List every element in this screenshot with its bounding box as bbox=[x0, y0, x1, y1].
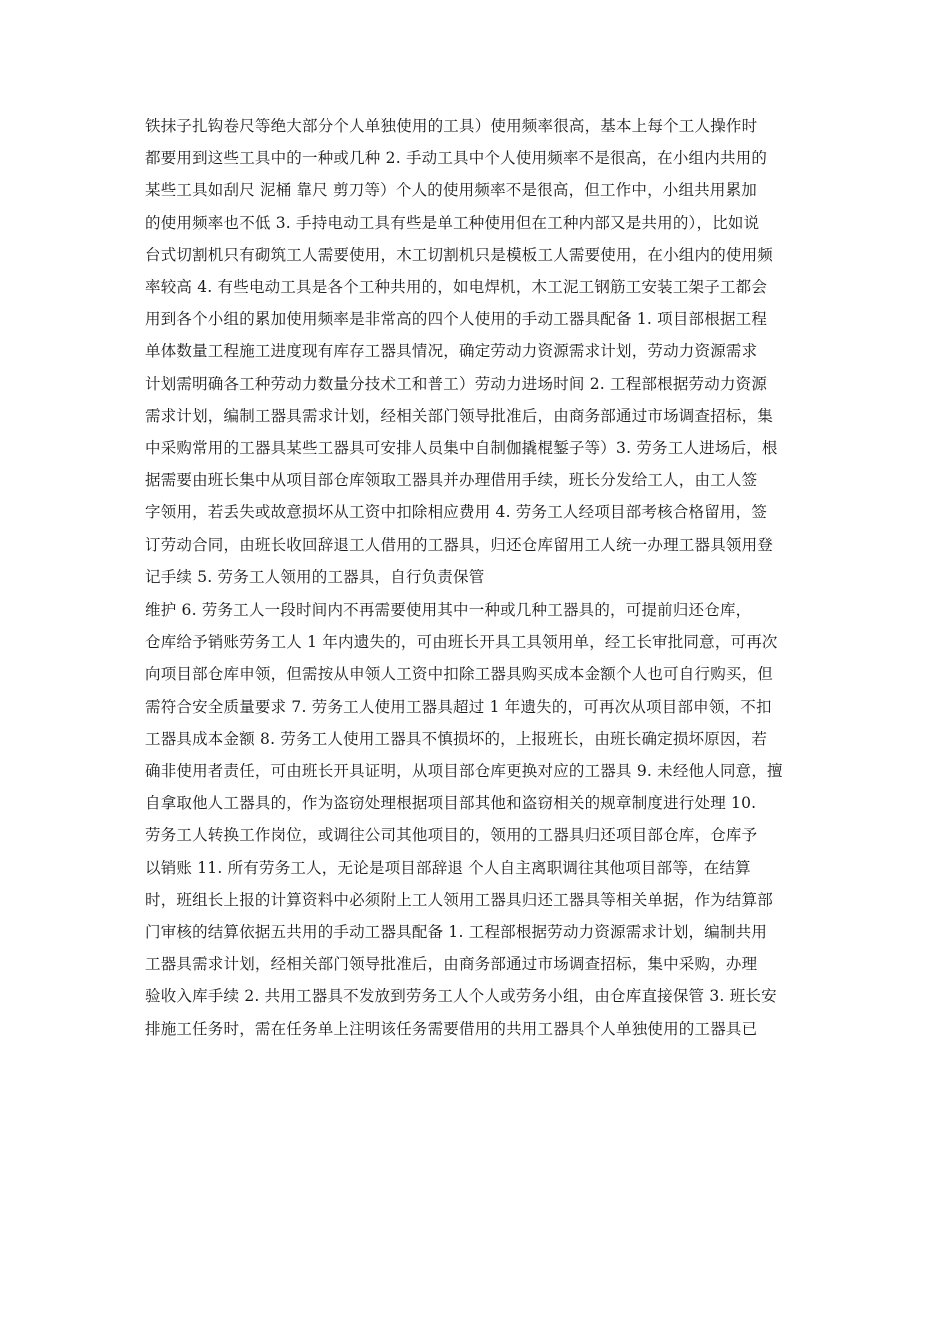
text-line: 维护 6. 劳务工人一段时间内不再需要使用其中一种或几种工器具的，可提前归还仓库， bbox=[145, 601, 752, 619]
text-line: 订劳动合同，由班长收回辞退工人借用的工器具，归还仓库留用工人统一办理工器具领用登 bbox=[145, 535, 774, 554]
text-line: 计划需明确各工种劳动力数量分技术工和普工）劳动力进场时间 2. 工程部根据劳动力资源 bbox=[145, 374, 768, 393]
text-line: 某些工具如刮尺 泥桶 靠尺 剪刀等）个人的使用频率不是很高，但工作中，小组共用累加 bbox=[145, 181, 757, 200]
text-line: 铁抹子扎钩卷尺等绝大部分个人单独使用的工具）使用频率很高，基本上每个工人操作时 bbox=[145, 117, 758, 135]
text-line: 自拿取他人工器具的，作为盗窃处理根据项目部其他和盗窃相关的规章制度进行处理 10. bbox=[145, 794, 757, 813]
text-line: 排施工任务时，需在任务单上注明该任务需要借用的共用工器具个人单独使用的工器具已 bbox=[145, 1019, 758, 1038]
text-line: 验收入库手续 2. 共用工器具不发放到劳务工人个人或劳务小组，由仓库直接保管 3. 班长安 bbox=[145, 987, 777, 1006]
paragraph-1 bbox=[145, 110, 811, 593]
text-line: 工器具需求计划，经相关部门领导批准后，由商务部通过市场调查招标，集中采购，办理 bbox=[145, 955, 758, 974]
text-line: 记手续 5. 劳务工人领用的工器具，自行负责保管 bbox=[145, 567, 485, 586]
text-line: 据需要由班长集中从项目部仓库领取工器具并办理借用手续，班长分发给工人，由工人签 bbox=[145, 471, 758, 490]
text-line: 中采购常用的工器具某些工器具可安排人员集中自制伽撬棍錾子等）3. 劳务工人进场后，根 bbox=[145, 439, 778, 458]
text-line: 需求计划，编制工器具需求计划，经相关部门领导批准后，由商务部通过市场调查招标，集 bbox=[145, 406, 774, 425]
text-line: 的使用频率也不低 3. 手持电动工具有些是单工种使用但在工种内部又是共用的），比如说 bbox=[145, 213, 760, 232]
text-line: 工器具成本金额 8. 劳务工人使用工器具不慎损坏的，上报班长，由班长确定损坏原因，若 bbox=[145, 729, 768, 748]
text-line: 率较高 4. 有些电动工具是各个工种共用的，如电焊机，木工泥工钢筋工安装工架子工都会 bbox=[145, 278, 768, 297]
text-line: 用到各个小组的累加使用频率是非常高的四个人使用的手动工器具配备 1. 项目部根据工程 bbox=[145, 310, 768, 329]
text-line: 劳务工人转换工作岗位，或调往公司其他项目的，领用的工器具归还项目部仓库，仓库予 bbox=[145, 826, 758, 845]
text-line: 单体数量工程施工进度现有库存工器具情况，确定劳动力资源需求计划，劳动力资源需求 bbox=[145, 342, 758, 361]
text-line: 字领用，若丢失或故意损坏从工资中扣除相应费用 4. 劳务工人经项目部考核合格留用，签 bbox=[145, 503, 768, 522]
text-line: 以销账 11. 所有劳务工人，无论是项目部辞退 个人自主离职调往其他项目部等，在结算 bbox=[145, 858, 751, 877]
text-line: 向项目部仓库申领，但需按从申领人工资中扣除工器具购买成本金额个人也可自行购买，但 bbox=[145, 665, 774, 684]
paragraph-2 bbox=[145, 594, 811, 1045]
text-line: 仓库给予销账劳务工人 1 年内遗失的，可由班长开具工具领用单，经工长审批同意，可再次 bbox=[145, 633, 778, 652]
text-line: 台式切割机只有砌筑工人需要使用，木工切割机只是模板工人需要使用，在小组内的使用频 bbox=[145, 245, 774, 264]
text-line: 确非使用者责任，可由班长开具证明，从项目部仓库更换对应的工器具 9. 未经他人同意，擅 bbox=[145, 762, 783, 781]
text-line: 都要用到这些工具中的一种或几种 2. 手动工具中个人使用频率不是很高，在小组内共用的 bbox=[145, 149, 768, 168]
text-line: 需符合安全质量要求 7. 劳务工人使用工器具超过 1 年遗失的，可再次从项目部申领，不扣 bbox=[145, 697, 772, 716]
text-line: 门审核的结算依据五共用的手动工器具配备 1. 工程部根据劳动力资源需求计划，编制共用 bbox=[145, 923, 768, 942]
text-line: 时，班组长上报的计算资料中必须附上工人领用工器具归还工器具等相关单据，作为结算部 bbox=[145, 890, 774, 909]
